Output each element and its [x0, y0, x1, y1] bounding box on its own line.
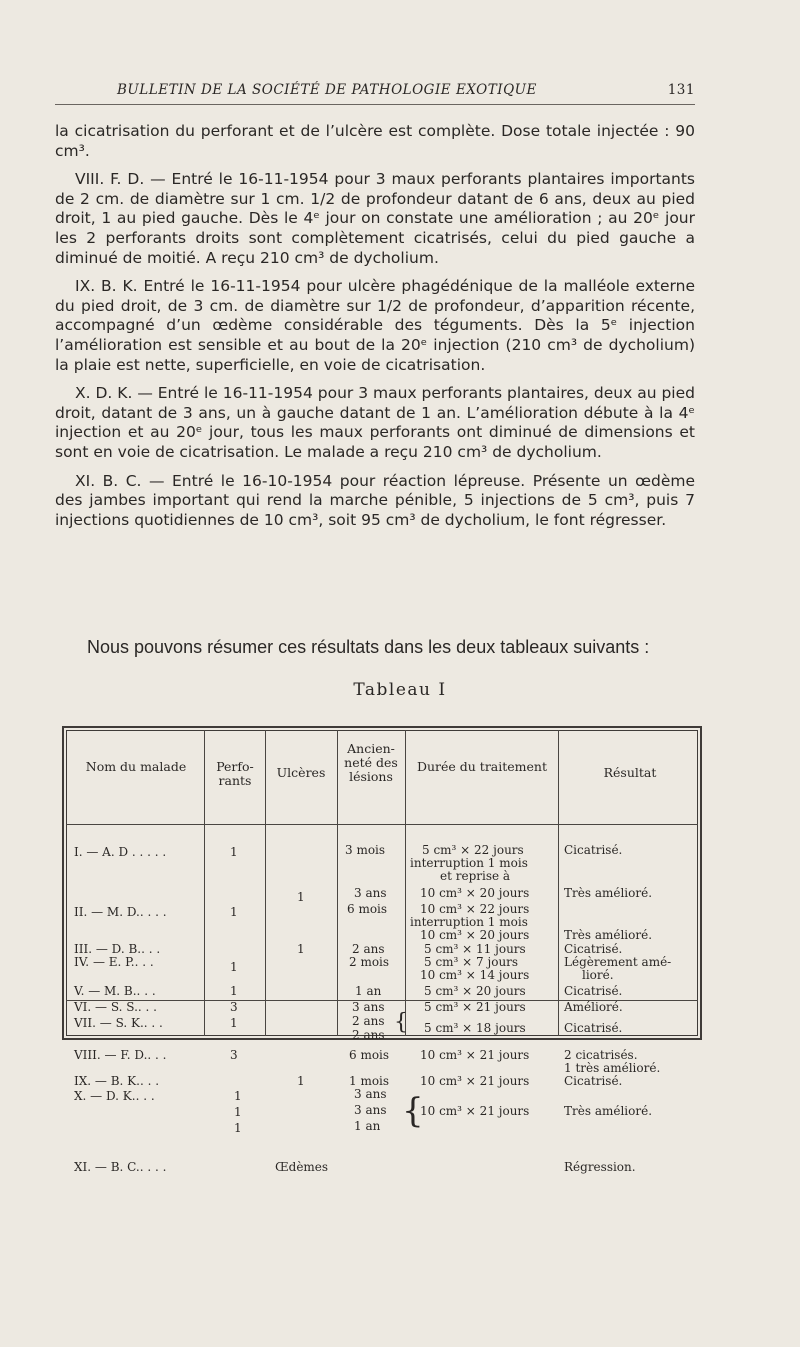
- row-7-duree: 5 cm³ × 18 jours: [424, 1021, 526, 1035]
- row-3-ulceres: 1: [297, 942, 305, 956]
- row-10-perforants-1: 1: [234, 1089, 242, 1103]
- column-rule: [204, 730, 205, 1036]
- row-10-anciennete-3: 1 an: [354, 1119, 381, 1133]
- column-rule: [558, 730, 559, 1036]
- row-2-duree-2: interruption 1 mois: [410, 915, 528, 929]
- row-1-duree-4: 10 cm³ × 20 jours: [420, 886, 530, 900]
- column-rule: [405, 730, 406, 1036]
- row-6-name: VI. — S. S.. . .: [74, 1000, 157, 1014]
- row-10-resultat: Très amélioré.: [564, 1104, 653, 1118]
- row-1-anciennete: 3 mois: [345, 843, 386, 857]
- row-1b-anciennete: 3 ans: [354, 886, 387, 900]
- row-8-resultat-1: 2 cicatrisés.: [564, 1048, 638, 1062]
- row-4-perforants: 1: [230, 960, 238, 974]
- row-5-anciennete: 1 an: [355, 984, 382, 998]
- row-3-name: III. — D. B.. . .: [74, 942, 161, 956]
- row-8-resultat-2: 1 très amélioré.: [564, 1061, 661, 1075]
- row-7-resultat: Cicatrisé.: [564, 1021, 623, 1035]
- paragraph-continuation: la cicatrisation du perforant et de l’ulcère est complète. Dose totale injectée : 90 cm³.: [55, 122, 695, 160]
- col-header-resultat: Résultat: [603, 765, 657, 780]
- paragraph-case-viii: VIII. F. D. — Entré le 16-11-1954 pour 3 maux perforants plantaires importants de 2 cm. de diamètre sur 1 cm. 1/2 de profondeur datant de 6 ans, deux au pied droit, 1 au pied gauche. Dès le 4ᵉ jour on constate une amélioration ; au 20ᵉ jour les 2 perforants droits sont complètement cicatrisés, celui du pied gauche a diminué de moitié. A reçu 210 cm³ de dycholium.: [55, 170, 695, 267]
- row-7-perforants: 1: [230, 1016, 238, 1030]
- column-rule: [337, 730, 338, 1036]
- row-4-anciennete: 2 mois: [349, 955, 390, 969]
- row-9-ulceres: 1: [297, 1074, 305, 1088]
- table-title: Tableau I: [353, 680, 447, 700]
- col-header-duree: Durée du traitement: [416, 759, 548, 774]
- row-11-resultat: Régression.: [564, 1160, 636, 1174]
- row-9-resultat: Cicatrisé.: [564, 1074, 623, 1088]
- col-header-perforants: Perfo- rants: [216, 759, 254, 788]
- row-1b-resultat: Très amélioré.: [564, 886, 653, 900]
- row-10-perforants-3: 1: [234, 1121, 242, 1135]
- row-2-duree-3: 10 cm³ × 20 jours: [420, 928, 530, 942]
- paragraph-case-x: X. D. K. — Entré le 16-11-1954 pour 3 maux perforants plantaires, deux au pied droit, datant de 3 ans, un à gauche datant de 1 an. L’amélioration débute à la 4ᵉ injection et au 20ᵉ jour, tous les maux perforants ont diminué de dimensions et sont en voie de cicatrisation. Le malade a reçu 210 cm³ de dycholium.: [55, 384, 695, 461]
- row-1-perforants: 1: [230, 845, 238, 859]
- row-10-anciennete-1: 3 ans: [354, 1087, 387, 1101]
- row-3-resultat: Cicatrisé.: [564, 942, 623, 956]
- row-10-duree: 10 cm³ × 21 jours: [420, 1104, 530, 1118]
- row-5-resultat: Cicatrisé.: [564, 984, 623, 998]
- row-1-duree-3: et reprise à: [440, 869, 511, 883]
- row-5-duree: 5 cm³ × 20 jours: [424, 984, 526, 998]
- row-5-name: V. — M. B.. . .: [74, 984, 156, 998]
- row-9-duree: 10 cm³ × 21 jours: [420, 1074, 530, 1088]
- col-header-ulceres: Ulcères: [276, 765, 326, 780]
- row-9-anciennete: 1 mois: [349, 1074, 390, 1088]
- row-1-duree-2: interruption 1 mois: [410, 856, 528, 870]
- row-3-anciennete: 2 ans: [352, 942, 385, 956]
- row-11-name: XI. — B. C.. . . .: [74, 1160, 167, 1174]
- row-4-duree-1: 5 cm³ × 7 jours: [424, 955, 519, 969]
- row-6-resultat: Amélioré.: [564, 1000, 623, 1014]
- column-rule: [265, 730, 266, 1036]
- row-4-resultat-1: Légèrement amé-: [564, 955, 672, 969]
- row-1-name: I. — A. D . . . . .: [74, 845, 167, 859]
- results-table: [62, 718, 702, 1088]
- row-11-ulceres: Œdèmes: [275, 1160, 329, 1174]
- row-1b-ulceres: 1: [297, 890, 305, 904]
- row-6-duree: 5 cm³ × 21 jours: [424, 1000, 526, 1014]
- row-5-perforants: 1: [230, 984, 238, 998]
- paragraph-case-ix: IX. B. K. Entré le 16-11-1954 pour ulcère phagédénique de la malléole externe du pied droit, de 3 cm. de diamètre sur 1/2 de profondeur, d’apparition récente, accompagné d’un œdème considérable des téguments. Dès la 5ᵉ injection l’amélioration est sensible et au bout de la 20ᵉ injection (210 cm³ de dycholium) la plaie est nette, superficielle, en voie de cicatrisation.: [55, 277, 695, 374]
- row-7-name: VII. — S. K.. . .: [74, 1016, 163, 1030]
- row-4-name: IV. — E. P.. . .: [74, 955, 154, 969]
- row-6-anciennete: 3 ans: [352, 1000, 385, 1014]
- row-2-resultat: Très amélioré.: [564, 928, 653, 942]
- row-8-anciennete: 6 mois: [349, 1048, 390, 1062]
- row-10-anciennete-2: 3 ans: [354, 1103, 387, 1117]
- row-4-resultat-2: lioré.: [582, 968, 614, 982]
- row-2-duree-1: 10 cm³ × 22 jours: [420, 902, 530, 916]
- body-text: [55, 122, 695, 539]
- row-10-name: X. — D. K.. . .: [74, 1089, 155, 1103]
- col-header-name: Nom du malade: [85, 759, 187, 774]
- row-9-name: IX. — B. K.. . .: [74, 1074, 160, 1088]
- row-8-duree: 10 cm³ × 21 jours: [420, 1048, 530, 1062]
- row-1-resultat: Cicatrisé.: [564, 843, 623, 857]
- running-header: [55, 78, 695, 105]
- row-8-perforants: 3: [230, 1048, 238, 1062]
- row-1-duree-1: 5 cm³ × 22 jours: [422, 843, 524, 857]
- page-number: 131: [667, 82, 695, 98]
- row-6-perforants: 3: [230, 1000, 238, 1014]
- row-10-brace: {: [402, 1091, 424, 1131]
- summary-paragraph: Nous pouvons résumer ces résultats dans les deux tableaux suivants :: [87, 637, 650, 657]
- row-7-brace: {: [394, 1010, 408, 1035]
- row-3-duree: 5 cm³ × 11 jours: [424, 942, 526, 956]
- col-header-anciennete: Ancien- neté des lésions: [344, 741, 398, 784]
- row-10-perforants-2: 1: [234, 1105, 242, 1119]
- paragraph-case-xi: XI. B. C. — Entré le 16-10-1954 pour réaction lépreuse. Présente un œdème des jambes important qui rend la marche pénible, 5 injections de 5 cm³, puis 7 injections quotidiennes de 10 cm³, soit 95 cm³ de dycholium, le font régresser.: [55, 471, 695, 529]
- row-2-perforants: 1: [230, 905, 238, 919]
- row-2-name: II. — M. D.. . . .: [74, 905, 167, 919]
- row-2-anciennete: 6 mois: [347, 902, 388, 916]
- header-rule: [66, 824, 698, 825]
- row-4-duree-2: 10 cm³ × 14 jours: [420, 968, 530, 982]
- row-7-anciennete-1: 2 ans: [352, 1014, 385, 1028]
- row-7-anciennete-2: 2 ans: [352, 1028, 385, 1042]
- journal-title: BULLETIN DE LA SOCIÉTÉ DE PATHOLOGIE EXOTIQUE: [117, 82, 537, 98]
- row-8-name: VIII. — F. D.. . .: [74, 1048, 167, 1062]
